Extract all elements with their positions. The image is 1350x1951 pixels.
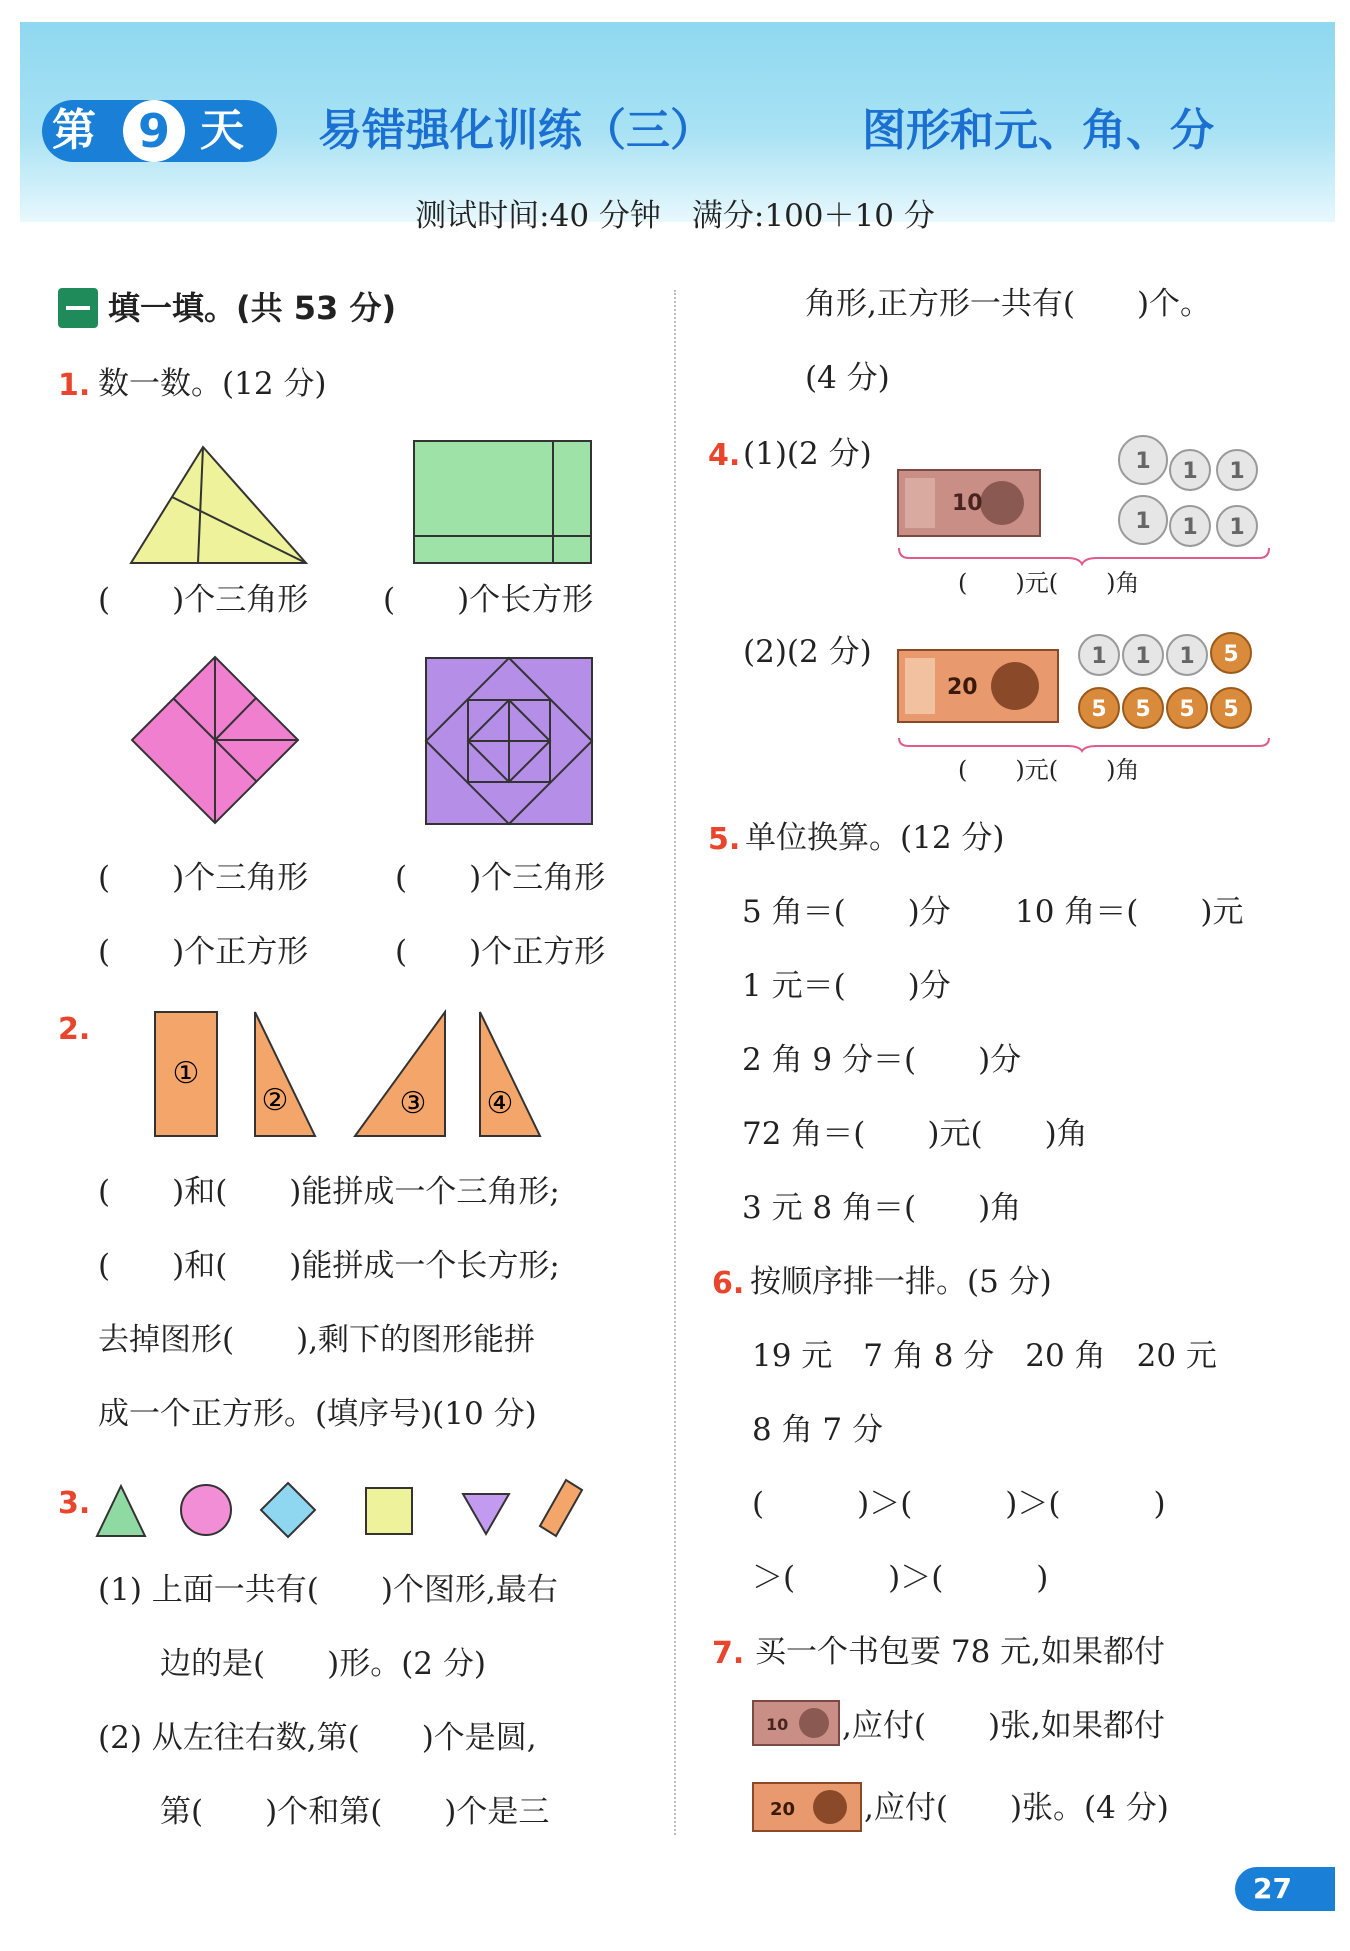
q2-shape-label-1: ① [172,1056,200,1091]
note-20-label: 20 [947,675,978,700]
q1-blank-triangles-3[interactable]: ( )个三角形 [395,860,606,896]
q7-line-1: 买一个书包要 78 元,如果都付 [755,1634,1166,1670]
q4-answer-2[interactable]: ( )元( )角 [958,756,1140,784]
svg-text:1: 1 [1182,515,1198,540]
note-10-label: 10 [952,491,983,516]
svg-text:1: 1 [1135,449,1151,474]
q3-line-4[interactable]: 第( )个和第( )个是三 [160,1794,550,1830]
q2-shapes-figure [150,1010,550,1140]
twenty-yuan-note-small [752,1782,862,1832]
q1-rectangle-figure [413,440,593,565]
section-title: 填一填。(共 53 分) [108,289,397,327]
q2-shape-label-4: ④ [486,1086,514,1121]
svg-text:5: 5 [1223,697,1239,722]
column-divider [674,290,676,1835]
q2-line-4: 成一个正方形。(填序号)(10 分) [98,1396,537,1432]
q5-line-1b[interactable]: 10 角＝( )元 [1015,894,1244,930]
q1-blank-rectangles[interactable]: ( )个长方形 [383,582,594,618]
svg-text:1: 1 [1135,644,1151,669]
q5-line-1a[interactable]: 5 角＝( )分 [742,894,951,930]
q5-number: 5. [708,822,741,857]
svg-text:5: 5 [1223,642,1239,667]
q4-money-group-1 [897,430,1273,565]
q5-line-2[interactable]: 1 元＝( )分 [742,968,951,1004]
q7-line-3[interactable]: ,应付( )张。(4 分) [864,1790,1169,1826]
q6-items-1: 19 元 7 角 8 分 20 角 20 元 [752,1338,1217,1374]
svg-text:1: 1 [1179,644,1195,669]
page-title-left: 易错强化训练（三） [318,105,714,156]
q2-number: 2. [58,1012,91,1047]
q3-line-3[interactable]: (2) 从左往右数,第( )个是圆, [98,1720,537,1756]
svg-text:5: 5 [1179,697,1195,722]
q6-items-2: 8 角 7 分 [752,1412,884,1448]
q1-blank-triangles-2[interactable]: ( )个三角形 [98,860,309,896]
q3-line-5[interactable]: 角形,正方形一共有( )个。 [805,286,1212,322]
q4-answer-1[interactable]: ( )元( )角 [958,569,1140,597]
q3-shapes-row [95,1478,615,1543]
q6-order-2[interactable]: ＞( )＞( ) [752,1560,1049,1596]
page-number: 27 [1235,1867,1335,1911]
q3-number: 3. [58,1486,91,1521]
q4-money-group-2 [897,620,1273,752]
section-badge [58,288,98,328]
q3-line-6: (4 分) [805,360,890,396]
q1-triangle-figure [128,445,313,565]
q1-blank-squares-3[interactable]: ( )个正方形 [395,934,606,970]
q1-blank-triangles[interactable]: ( )个三角形 [98,582,309,618]
svg-text:10: 10 [766,1715,789,1734]
svg-text:1: 1 [1229,459,1245,484]
q5-line-5[interactable]: 3 元 8 角＝( )角 [742,1190,1022,1226]
q4-part-2: (2)(2 分) [743,634,872,670]
q6-number: 6. [712,1266,745,1301]
page-title-right: 图形和元、角、分 [862,105,1214,156]
q7-line-2[interactable]: ,应付( )张,如果都付 [842,1708,1165,1744]
day-prefix: 第 [52,105,96,156]
ten-yuan-note-small [752,1700,840,1746]
q2-shape-label-3: ③ [399,1086,427,1121]
q6-order-1[interactable]: ( )＞( )＞( ) [752,1486,1166,1522]
q4-part-1: (1)(2 分) [743,436,872,472]
svg-text:5: 5 [1135,697,1151,722]
q5-line-4[interactable]: 72 角＝( )元( )角 [742,1116,1088,1152]
q5-text: 单位换算。(12 分) [745,820,1005,856]
day-number: 9 [123,100,185,162]
q5-line-3[interactable]: 2 角 9 分＝( )分 [742,1042,1022,1078]
q1-purple-square-figure [425,657,593,825]
q3-line-1[interactable]: (1) 上面一共有( )个图形,最右 [98,1572,558,1608]
svg-text:1: 1 [1091,644,1107,669]
svg-text:1: 1 [1182,459,1198,484]
svg-text:1: 1 [1135,509,1151,534]
q2-line-2[interactable]: ( )和( )能拼成一个长方形; [98,1248,560,1284]
day-suffix: 天 [200,105,244,156]
q2-line-3[interactable]: 去掉图形( ),剩下的图形能拼 [98,1322,536,1358]
svg-text:1: 1 [1229,515,1245,540]
q3-line-2[interactable]: 边的是( )形。(2 分) [160,1646,486,1682]
q1-blank-squares-2[interactable]: ( )个正方形 [98,934,309,970]
svg-text:5: 5 [1091,697,1107,722]
q1-number: 1. [58,368,91,403]
q2-line-1[interactable]: ( )和( )能拼成一个三角形; [98,1174,560,1210]
q2-shape-label-2: ② [261,1083,289,1118]
q1-pink-diamond-figure [130,655,300,825]
q4-number: 4. [708,438,741,473]
test-info: 测试时间:40 分钟 满分:100＋10 分 [415,198,935,234]
q1-text: 数一数。(12 分) [98,366,327,402]
q6-text: 按顺序排一排。(5 分) [750,1264,1052,1300]
q7-number: 7. [712,1636,745,1671]
svg-text:20: 20 [770,1799,796,1820]
